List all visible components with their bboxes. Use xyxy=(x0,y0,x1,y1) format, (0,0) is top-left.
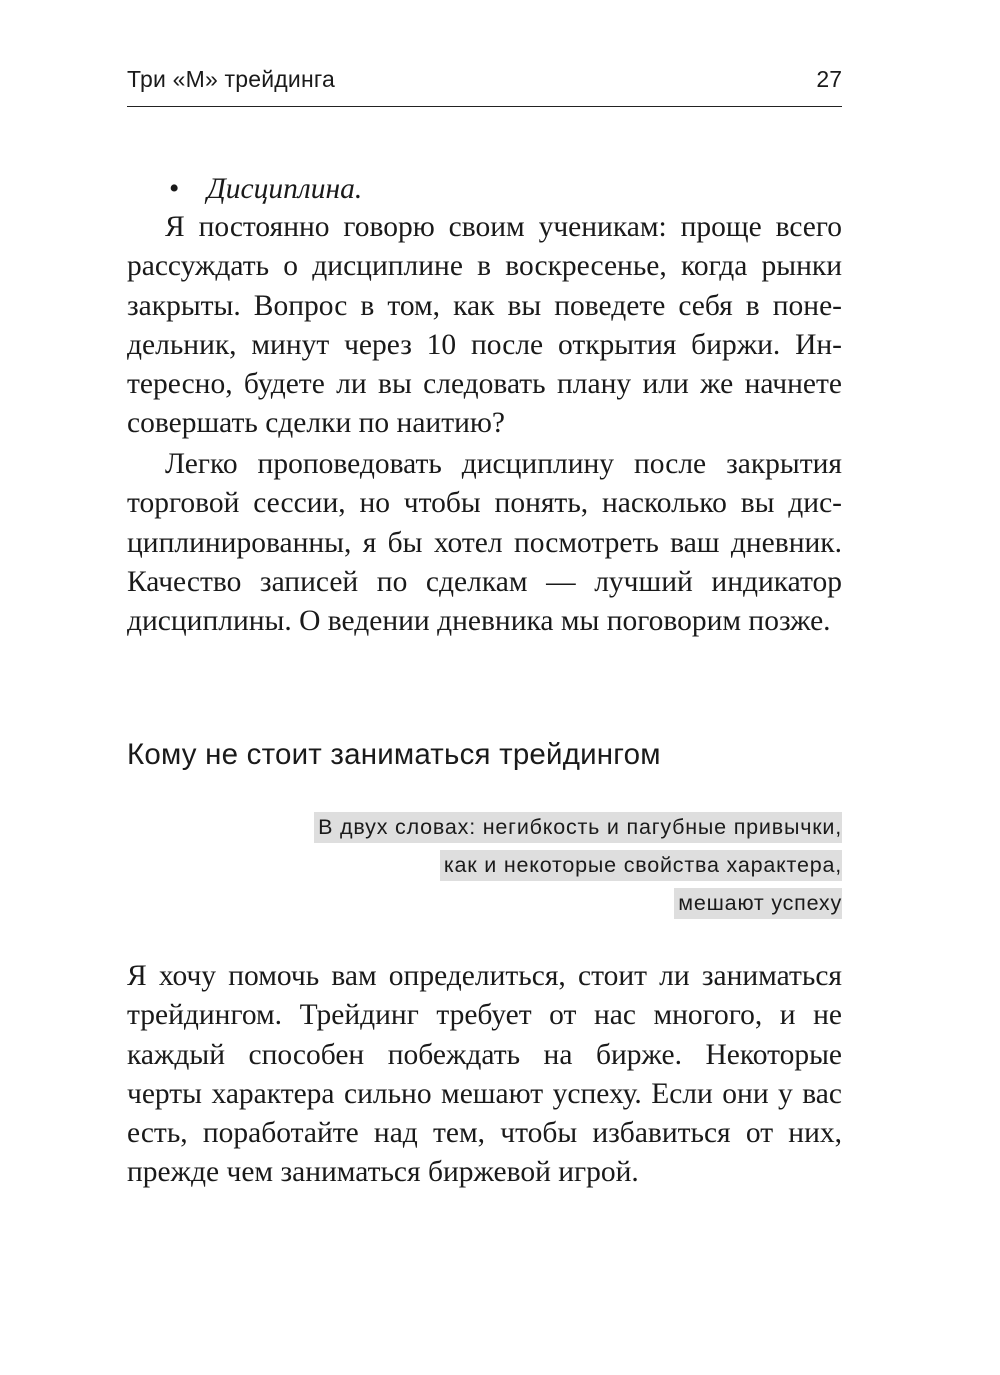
bullet-symbol: • xyxy=(169,173,180,205)
summary-line-text: мешают успеху xyxy=(674,888,842,919)
body-paragraph-1: Я постоянно говорю своим ученикам: проще всего рассуждать о дисциплине в воскресенье, когда рынки закрыты. Вопрос в том, как вы поведете себя в понедельник, минут через 10 после открытия биржи. Интересно, будете ли вы следовать плану или же начнете совершать сделки по наитию? xyxy=(127,211,842,440)
summary-line xyxy=(314,884,842,922)
summary-line-text: В двух словах: негибкость и пагубные привычки, xyxy=(314,812,842,843)
summary-box xyxy=(314,808,842,922)
page-number: 27 xyxy=(816,66,842,92)
bullet-text: Дисциплина. xyxy=(207,173,363,205)
summary-line-text: как и некоторые свойства характера, xyxy=(440,850,842,881)
summary-line xyxy=(314,808,842,846)
section-heading: Кому не стоит заниматься трейдингом xyxy=(127,738,661,771)
bullet-item xyxy=(127,170,842,209)
running-head-title: Три «М» трейдинга xyxy=(127,66,335,92)
summary-line xyxy=(314,846,842,884)
body-paragraph-3: Я хочу помочь вам определиться, стоит ли заниматься трейдингом. Трейдинг требует от нас многого, и не каждый способен побеждать на бирже. Некоторые черты характера сильно мешают успеху. Если они у вас есть, поработайте над тем, чтобы избавиться от них, прежде чем заниматься биржевой игрой. xyxy=(127,960,842,1189)
body-paragraph-2: Легко проповедовать дисциплину после закрытия торговой сессии, но чтобы понять, насколько вы дисциплинированны, я бы хотел посмотреть ваш дневник. Качество записей по сделкам — лучший индикатор дисциплины. О ведении дневника мы поговорим позже. xyxy=(127,448,842,638)
running-head xyxy=(127,66,842,107)
